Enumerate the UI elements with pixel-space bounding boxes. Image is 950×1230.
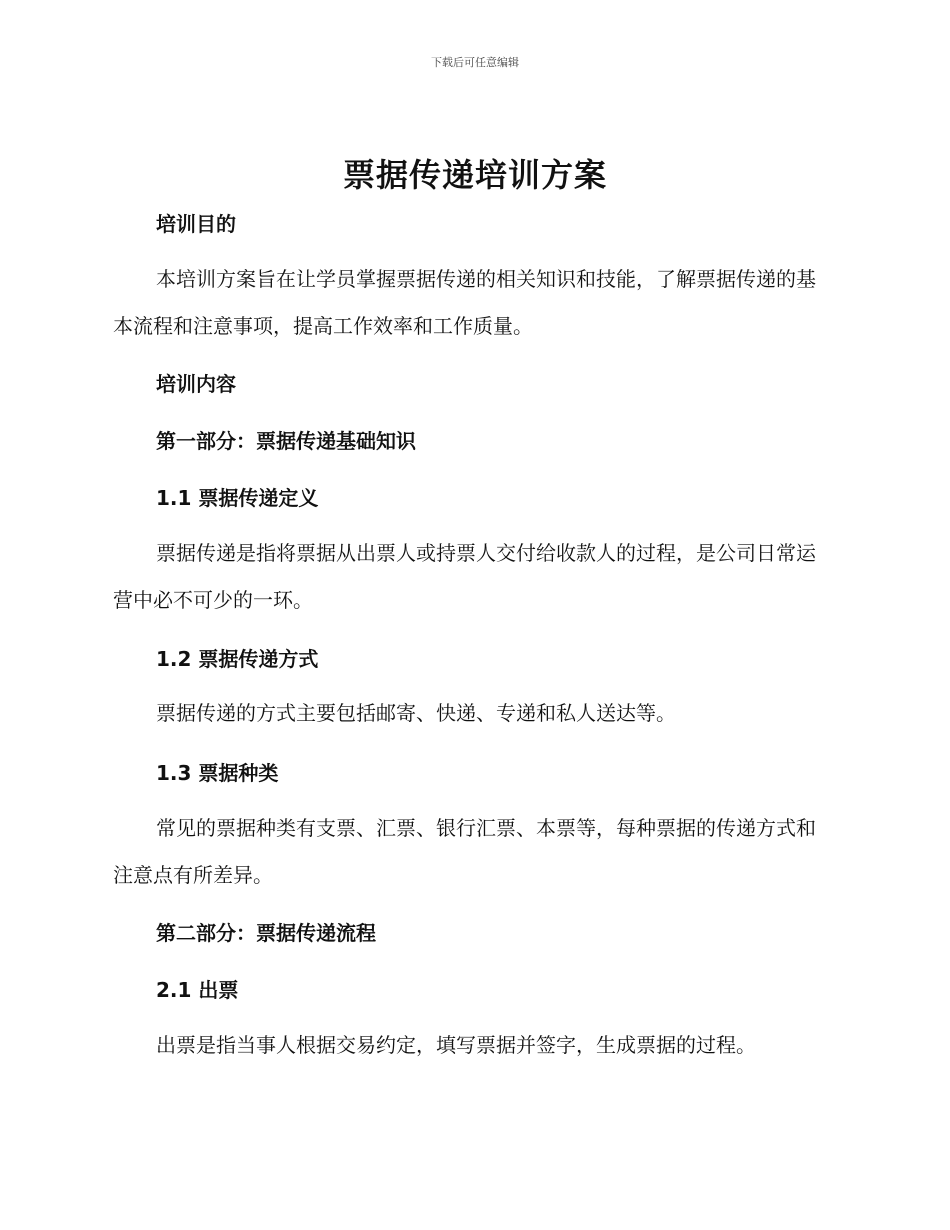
heading-2-1: 2.1 出票 [156, 978, 239, 1002]
heading-1-2: 1.2 票据传递方式 [156, 647, 319, 671]
heading-part1: 第一部分：票据传递基础知识 [156, 429, 416, 453]
paragraph-1-2: 票据传递的方式主要包括邮寄、快递、专递和私人送达等。 [156, 701, 676, 725]
paragraph-1-1: 票据传递是指将票据从出票人或持票人交付给收款人的过程，是公司日常运营中必不可少的一环。 [113, 541, 816, 612]
header-note: 下载后可任意编辑 [431, 56, 519, 69]
heading-1-3: 1.3 票据种类 [156, 761, 279, 785]
paragraph-1-3: 常见的票据种类有支票、汇票、银行汇票、本票等，每种票据的传递方式和注意点有所差异。 [113, 816, 816, 887]
heading-purpose: 培训目的 [156, 212, 236, 236]
document-title: 票据传递培训方案 [342, 156, 607, 194]
heading-content: 培训内容 [156, 372, 236, 396]
paragraph-2-1: 出票是指当事人根据交易约定，填写票据并签字，生成票据的过程。 [156, 1033, 756, 1057]
paragraph-purpose: 本培训方案旨在让学员掌握票据传递的相关知识和技能，了解票据传递的基本流程和注意事项，提高工作效率和工作质量。 [113, 267, 816, 338]
heading-part2: 第二部分：票据传递流程 [156, 921, 376, 945]
heading-1-1: 1.1 票据传递定义 [156, 486, 319, 510]
